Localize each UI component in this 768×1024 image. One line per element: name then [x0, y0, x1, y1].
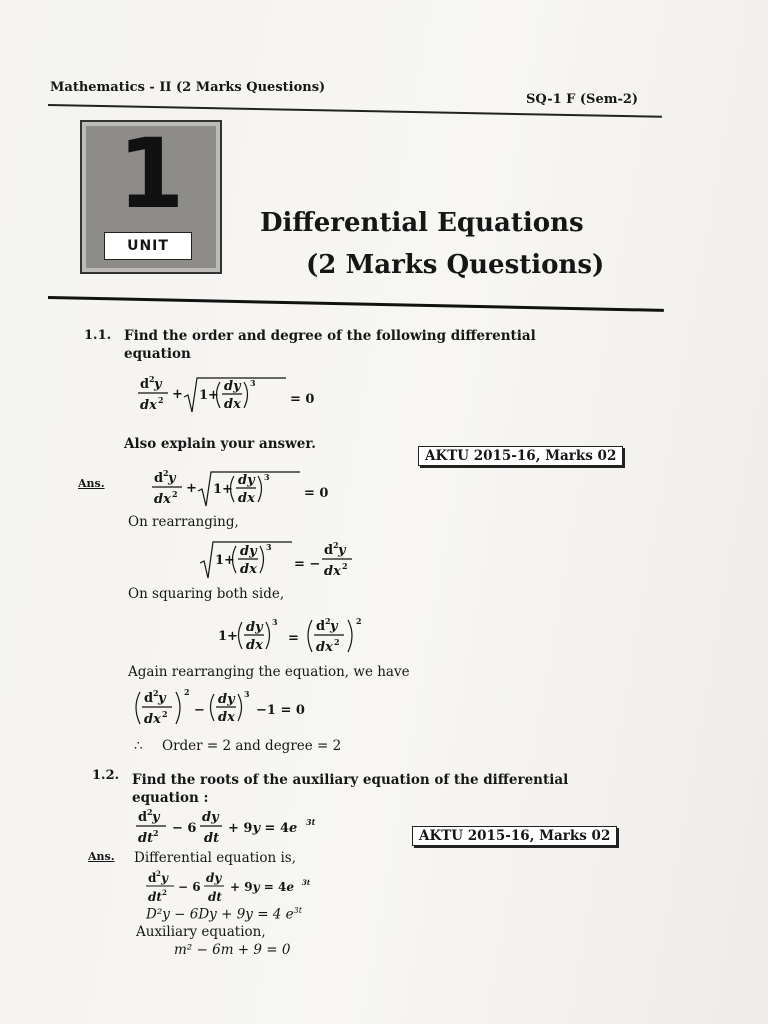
svg-text:dx: dx	[246, 638, 263, 653]
svg-text:2: 2	[334, 637, 340, 647]
svg-text:3t: 3t	[306, 817, 316, 827]
svg-text:d: d	[154, 471, 164, 486]
step-text: On squaring both side,	[128, 586, 285, 602]
svg-text:+ 9y = 4e: + 9y = 4e	[230, 880, 294, 894]
svg-text:dy: dy	[218, 692, 235, 707]
question-text-cont: equation :	[132, 790, 209, 806]
running-header-title: Mathematics - II (2 Marks Questions)	[50, 80, 326, 95]
svg-text:2: 2	[163, 468, 169, 478]
svg-text:+: +	[186, 481, 197, 496]
svg-text:1+: 1+	[215, 553, 235, 568]
operator-equation-exponent: 3t	[293, 906, 302, 915]
answer-equation	[150, 466, 350, 516]
rearranged-equation	[196, 536, 376, 588]
svg-text:− 6: − 6	[178, 880, 201, 894]
svg-text:dt: dt	[138, 831, 154, 846]
svg-text:dt: dt	[204, 831, 220, 846]
unit-badge	[80, 120, 222, 274]
answer-conclusion: Order = 2 and degree = 2	[162, 738, 342, 754]
svg-text:2: 2	[342, 561, 348, 571]
svg-text:1+: 1+	[218, 629, 238, 644]
step-text: On rearranging,	[128, 514, 239, 530]
svg-text:dx: dx	[144, 712, 161, 727]
question-equation	[134, 806, 354, 850]
svg-text:2: 2	[162, 888, 167, 897]
answer-label: Ans.	[88, 850, 115, 863]
svg-text:2: 2	[153, 688, 159, 698]
svg-text:d: d	[138, 810, 148, 825]
svg-text:dy: dy	[240, 544, 257, 559]
svg-text:= 0: = 0	[290, 392, 315, 407]
answer-label: Ans.	[78, 477, 105, 490]
marks-badge: AKTU 2015-16, Marks 02	[418, 446, 623, 466]
svg-text:dx: dx	[154, 492, 171, 507]
running-header-code: SQ-1 F (Sem-2)	[526, 92, 639, 107]
svg-text:= −: = −	[294, 557, 321, 572]
svg-text:d: d	[144, 691, 154, 706]
svg-text:2: 2	[162, 709, 168, 719]
svg-text:d: d	[316, 619, 326, 634]
svg-text:3: 3	[244, 689, 250, 699]
svg-text:dy: dy	[246, 620, 263, 635]
marks-badge: AKTU 2015-16, Marks 02	[412, 826, 617, 846]
svg-text:=: =	[288, 631, 299, 646]
svg-text:dt: dt	[148, 890, 162, 904]
svg-text:dx: dx	[324, 564, 341, 579]
question-equation	[136, 372, 336, 422]
question-number: 1.1.	[84, 328, 112, 343]
svg-text:+ 9y = 4e: + 9y = 4e	[228, 821, 298, 836]
svg-text:dx: dx	[316, 640, 333, 655]
svg-text:y: y	[152, 810, 160, 825]
step-text: Again rearranging the equation, we have	[128, 664, 410, 680]
svg-text:2: 2	[333, 540, 339, 550]
svg-text:y: y	[330, 619, 338, 634]
step-text: Auxiliary equation,	[136, 924, 266, 940]
svg-text:y: y	[168, 471, 176, 486]
svg-text:−1 = 0: −1 = 0	[256, 703, 305, 718]
svg-text:3: 3	[272, 617, 278, 627]
svg-text:2: 2	[172, 489, 178, 499]
svg-text:1+: 1+	[213, 482, 233, 497]
chapter-title: Differential Equations	[260, 208, 584, 238]
svg-text:dy: dy	[224, 379, 241, 394]
svg-text:dx: dx	[140, 398, 157, 413]
svg-text:dx: dx	[240, 562, 257, 577]
question-text: Find the order and degree of the following differential	[124, 328, 536, 344]
svg-text:2: 2	[356, 616, 362, 626]
squared-equation	[218, 612, 388, 662]
svg-text:2: 2	[158, 395, 164, 405]
svg-text:2: 2	[149, 374, 155, 384]
operator-equation-text: D²y − 6Dy + 9y = 4 e	[146, 906, 294, 923]
svg-text:d: d	[140, 377, 150, 392]
svg-text:d: d	[148, 871, 157, 885]
svg-text:dx: dx	[224, 397, 241, 412]
svg-text:2: 2	[156, 869, 161, 878]
svg-text:3: 3	[264, 472, 270, 482]
svg-text:3: 3	[250, 378, 256, 388]
question-prompt: Also explain your answer.	[124, 436, 316, 452]
svg-text:y: y	[154, 377, 162, 392]
unit-number: 1	[117, 118, 185, 230]
question-text: Find the roots of the auxiliary equation of the differential	[132, 772, 569, 788]
question-number: 1.2.	[92, 768, 120, 783]
auxiliary-equation: m² − 6m + 9 = 0	[174, 942, 291, 958]
step-text: Differential equation is,	[134, 850, 297, 866]
rearranged-final-equation	[132, 684, 332, 734]
svg-text:3t: 3t	[302, 878, 311, 887]
answer-equation	[144, 868, 364, 910]
unit-label: UNIT	[104, 232, 192, 260]
svg-text:3: 3	[266, 542, 272, 552]
svg-text:2: 2	[153, 828, 159, 838]
svg-text:dy: dy	[202, 810, 219, 825]
svg-text:dy: dy	[238, 473, 255, 488]
chapter-subtitle: (2 Marks Questions)	[306, 250, 605, 280]
svg-text:d: d	[324, 543, 334, 558]
svg-text:y: y	[161, 871, 168, 885]
question-text-cont: equation	[124, 346, 191, 362]
svg-text:= 0: = 0	[304, 486, 329, 501]
svg-text:− 6: − 6	[172, 821, 197, 836]
svg-text:dx: dx	[238, 491, 255, 506]
svg-text:+: +	[172, 387, 183, 402]
chapter-rule	[48, 296, 664, 312]
operator-equation	[146, 906, 302, 923]
therefore-symbol: ∴	[134, 738, 143, 754]
svg-text:−: −	[194, 703, 205, 718]
svg-text:dx: dx	[218, 710, 235, 725]
svg-text:y: y	[338, 543, 346, 558]
svg-text:dy: dy	[206, 871, 222, 885]
svg-text:2: 2	[184, 687, 190, 697]
svg-text:1+: 1+	[199, 388, 219, 403]
svg-text:dt: dt	[208, 890, 222, 904]
svg-text:y: y	[158, 691, 166, 706]
svg-text:2: 2	[325, 616, 331, 626]
svg-text:2: 2	[147, 807, 153, 817]
